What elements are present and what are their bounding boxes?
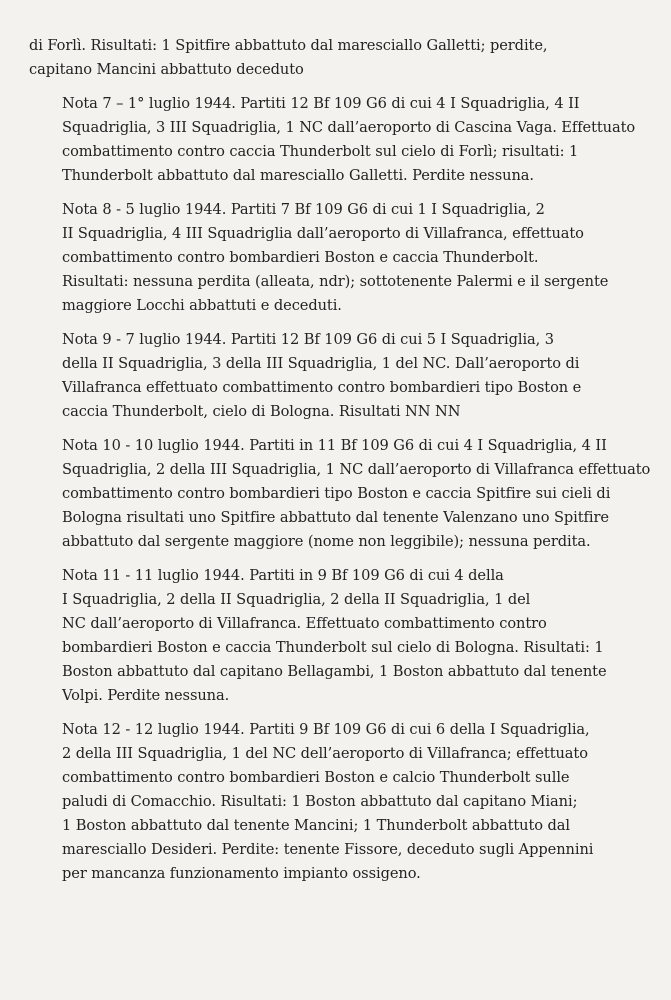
- paragraph-line: Volpi. Perdite nessuna.: [62, 687, 230, 704]
- paragraph-line: combattimento contro caccia Thunderbolt sul cielo di Forlì; risultati: 1: [62, 143, 579, 160]
- paragraph-intro: [29, 34, 671, 82]
- paragraph-line: combattimento contro bombardieri tipo Boston e caccia Spitfire sui cieli di: [62, 485, 611, 502]
- paragraph-line: di Forlì. Risultati: 1 Spitfire abbattuto dal maresciallo Galletti; perdite,: [29, 37, 548, 54]
- paragraph-line: Boston abbattuto dal capitano Bellagambi, 1 Boston abbattuto dal tenente: [62, 663, 607, 680]
- paragraph-line: Nota 11 - 11 luglio 1944. Partiti in 9 Bf 109 G6 di cui 4 della: [62, 567, 504, 584]
- paragraph-line: maggiore Locchi abbattuti e deceduti.: [62, 297, 342, 314]
- paragraph-nota-11: [29, 564, 671, 708]
- paragraph-line: NC dall’aeroporto di Villafranca. Effettuato combattimento contro: [62, 615, 547, 632]
- paragraph-line: capitano Mancini abbattuto deceduto: [29, 61, 304, 78]
- paragraph-line: combattimento contro bombardieri Boston e caccia Thunderbolt.: [62, 249, 539, 266]
- paragraph-line: Nota 8 - 5 luglio 1944. Partiti 7 Bf 109 G6 di cui 1 I Squadriglia, 2: [62, 201, 545, 218]
- paragraph-line: Nota 9 - 7 luglio 1944. Partiti 12 Bf 109 G6 di cui 5 I Squadriglia, 3: [62, 331, 554, 348]
- paragraph-nota-12: [29, 718, 671, 886]
- paragraph-line: Nota 7 – 1° luglio 1944. Partiti 12 Bf 109 G6 di cui 4 I Squadriglia, 4 II: [62, 95, 580, 112]
- paragraph-line: Thunderbolt abbattuto dal maresciallo Galletti. Perdite nessuna.: [62, 167, 534, 184]
- paragraph-line: caccia Thunderbolt, cielo di Bologna. Risultati NN NN: [62, 403, 461, 420]
- paragraph-nota-10: [29, 434, 671, 554]
- paragraph-nota-9: [29, 328, 671, 424]
- paragraph-line: 2 della III Squadriglia, 1 del NC dell’aeroporto di Villafranca; effettuato: [62, 745, 588, 762]
- paragraph-line: Squadriglia, 2 della III Squadriglia, 1 NC dall’aeroporto di Villafranca effettuato: [62, 461, 651, 478]
- paragraph-line: II Squadriglia, 4 III Squadriglia dall’aeroporto di Villafranca, effettuato: [62, 225, 584, 242]
- paragraph-nota-8: [29, 198, 671, 318]
- paragraph-line: Nota 10 - 10 luglio 1944. Partiti in 11 Bf 109 G6 di cui 4 I Squadriglia, 4 II: [62, 437, 607, 454]
- paragraph-line: maresciallo Desideri. Perdite: tenente Fissore, deceduto sugli Appennini: [62, 841, 594, 858]
- paragraph-line: Squadriglia, 3 III Squadriglia, 1 NC dall’aeroporto di Cascina Vaga. Effettuato: [62, 119, 636, 136]
- document-body: [29, 34, 671, 896]
- paragraph-line: Risultati: nessuna perdita (alleata, ndr); sottotenente Palermi e il sergente: [62, 273, 609, 290]
- paragraph-line: Bologna risultati uno Spitfire abbattuto dal tenente Valenzano uno Spitfire: [62, 509, 609, 526]
- paragraph-line: combattimento contro bombardieri Boston e calcio Thunderbolt sulle: [62, 769, 570, 786]
- paragraph-nota-7: [29, 92, 671, 188]
- paragraph-line: I Squadriglia, 2 della II Squadriglia, 2 della II Squadriglia, 1 del: [62, 591, 531, 608]
- paragraph-line: bombardieri Boston e caccia Thunderbolt sul cielo di Bologna. Risultati: 1: [62, 639, 604, 656]
- paragraph-line: 1 Boston abbattuto dal tenente Mancini; 1 Thunderbolt abbattuto dal: [62, 817, 571, 834]
- paragraph-line: per mancanza funzionamento impianto ossigeno.: [62, 865, 421, 882]
- paragraph-line: Nota 12 - 12 luglio 1944. Partiti 9 Bf 109 G6 di cui 6 della I Squadriglia,: [62, 721, 590, 738]
- paragraph-line: Villafranca effettuato combattimento contro bombardieri tipo Boston e: [62, 379, 582, 396]
- paragraph-line: paludi di Comacchio. Risultati: 1 Boston abbattuto dal capitano Miani;: [62, 793, 578, 810]
- paragraph-line: della II Squadriglia, 3 della III Squadriglia, 1 del NC. Dall’aeroporto di: [62, 355, 580, 372]
- paragraph-line: abbattuto dal sergente maggiore (nome non leggibile); nessuna perdita.: [62, 533, 591, 550]
